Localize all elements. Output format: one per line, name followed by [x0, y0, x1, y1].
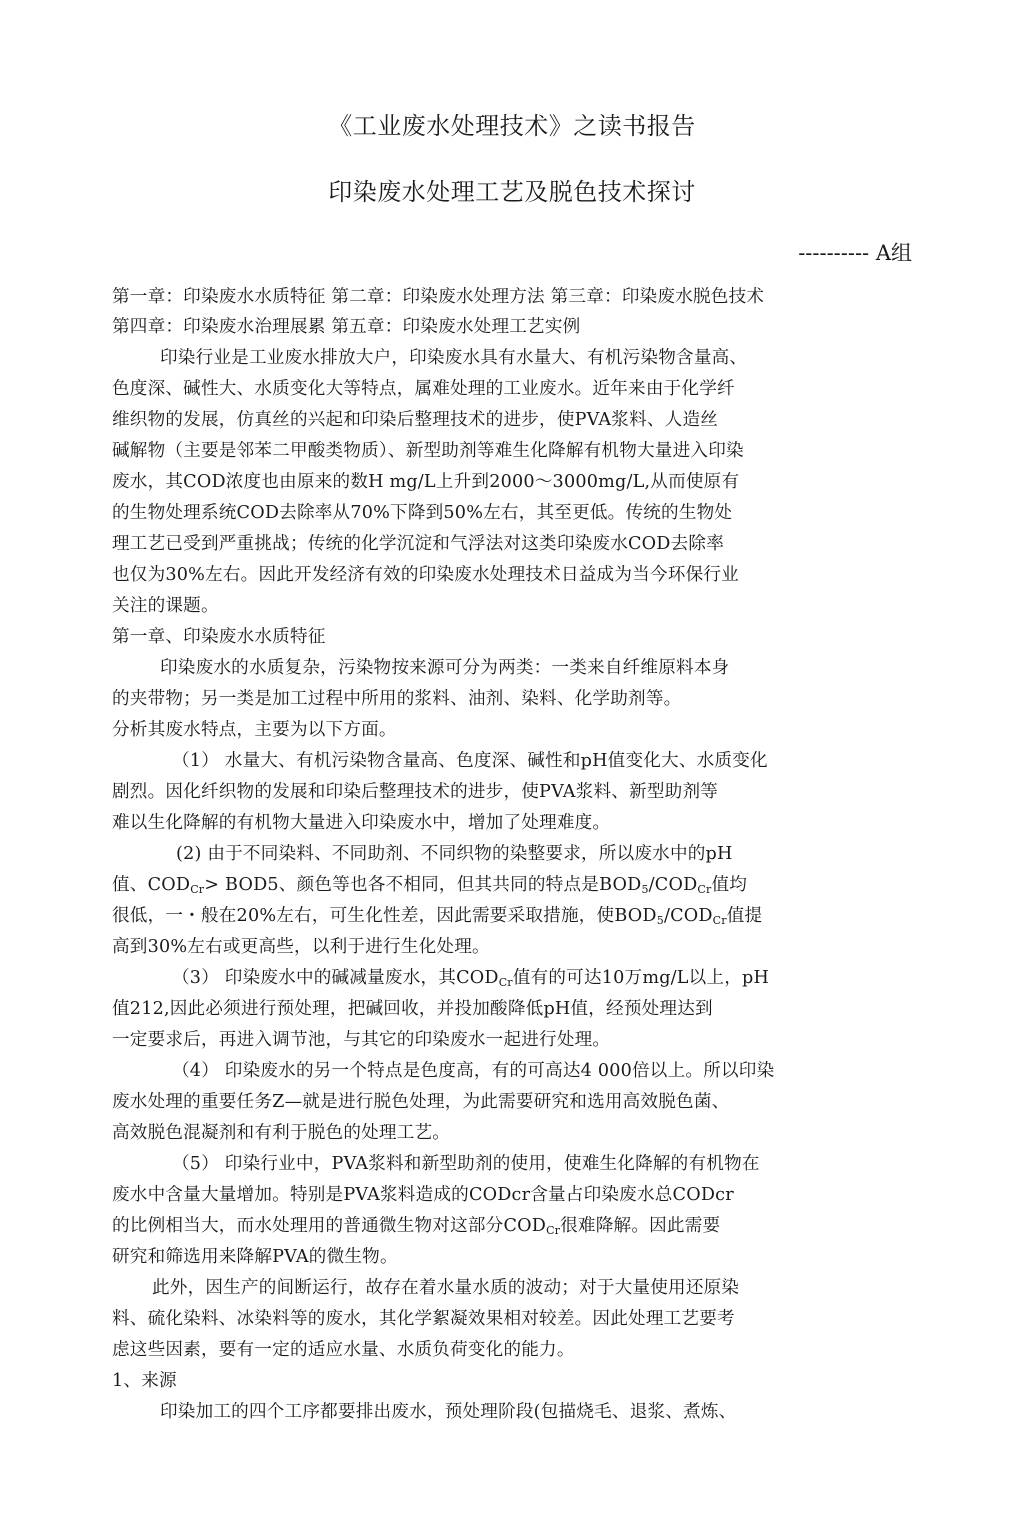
paragraph-line: 废水处理的重要任务Z—就是进行脱色处理，为此需要研究和选用高效脱色菌、	[112, 1092, 730, 1112]
paragraph-line: 分析其废水特点，主要为以下方面。	[112, 720, 397, 740]
paragraph-line: 的比例相当大，而水处理用的普通微生物对这部分$COD_{Cr}$很难降解。因此需要	[112, 1216, 721, 1237]
paragraph-line: 一定要求后，再进入调节池，与其它的印染废水一起进行处理。	[112, 1030, 611, 1050]
list-item-line: （5） 印染行业中，PVA浆料和新型助剂的使用，使难生化降解的有机物在	[172, 1154, 760, 1174]
paragraph-line: 碱解物（主要是邻苯二甲酸类物质）、新型助剂等难生化降解有机物大量进入印染	[112, 441, 744, 461]
section-heading: 第一章、印染废水水质特征	[112, 627, 326, 647]
paragraph-line: 虑这些因素，要有一定的适应水量、水质负荷变化的能力。	[112, 1340, 575, 1360]
list-item-line: （4） 印染废水的另一个特点是色度高，有的可高达4 000倍以上。所以印染	[172, 1061, 775, 1081]
list-item-line: (2) 由于不同染料、不同助剂、不同织物的染整要求，所以废水中的pH	[176, 844, 733, 864]
paragraph-line: 研究和筛选用来降解PVA的微生物。	[112, 1247, 398, 1267]
paragraph-line: 理工艺已受到严重挑战；传统的化学沉淀和气浮法对这类印染废水COD去除率	[112, 534, 724, 554]
paragraph-line: 料、硫化染料、冰染料等的废水，其化学絮凝效果相对较差。因此处理工艺要考	[112, 1309, 735, 1329]
paragraph-line: 高到30%左右或更高些，以利于进行生化处理。	[112, 937, 490, 957]
paragraph-line: 值212,因此必须进行预处理，把碱回收，并投加酸降低pH值，经预处理达到	[112, 999, 713, 1019]
paragraph-line: 的夹带物；另一类是加工过程中所用的浆料、油剂、染料、化学助剂等。	[112, 689, 682, 709]
paragraph-line: 也仅为30%左右。因此开发经济有效的印染废水处理技术日益成为当今环保行业	[112, 565, 739, 585]
paragraph-line: 废水中含量大量增加。特别是PVA浆料造成的CODcr含量占印染废水总CODcr	[112, 1185, 734, 1205]
paragraph-line: 很低，一・般在20%左右，可生化性差，因此需要采取措施，使$BOD_5/COD_{Cr}$值提	[112, 906, 763, 927]
paragraph-line: 难以生化降解的有机物大量进入印染废水中，增加了处理难度。	[112, 813, 611, 833]
paragraph-line: 关注的课题。	[112, 596, 219, 616]
toc-line: 第一章：印染废水水质特征 第二章：印染废水处理方法 第三章：印染废水脱色技术	[112, 287, 765, 307]
paragraph-line: 高效脱色混凝剂和有利于脱色的处理工艺。	[112, 1123, 451, 1143]
paragraph-line: 印染加工的四个工序都要排出废水，预处理阶段(包描烧毛、退浆、煮炼、	[160, 1402, 737, 1422]
paragraph-line: 色度深、碱性大、水质变化大等特点，属难处理的工业废水。近年来由于化学纤	[112, 379, 735, 399]
paragraph-line: 值、$COD_{Cr}> BOD5$、颜色等也各不相同，但其共同的特点是$BOD_5/COD_{Cr}$值均	[112, 875, 748, 896]
list-item-line: （3） 印染废水中的碱减量废水，其$COD_{Cr}$值有的可达10万mg/L以上，pH	[172, 968, 770, 989]
author-line: ---------- A组	[798, 241, 912, 265]
list-item-line: （1） 水量大、有机污染物含量高、色度深、碱性和pH值变化大、水质变化	[172, 751, 768, 771]
paragraph-line: 此外，因生产的间断运行，故存在着水量水质的波动；对于大量使用还原染	[152, 1278, 740, 1298]
paragraph-line: 废水，其COD浓度也由原来的数H mg/L上升到2000～3000mg/L,从而使原有	[112, 472, 740, 492]
paragraph-line: 印染行业是工业废水排放大户，印染废水具有水量大、有机污染物含量高、	[160, 348, 748, 368]
paragraph-line: 印染废水的水质复杂，污染物按来源可分为两类：一类来自纤维原料本身	[160, 658, 730, 678]
paragraph-line: 剧烈。因化纤织物的发展和印染后整理技术的进步，使PVA浆料、新型助剂等	[112, 782, 719, 802]
paragraph-line: 维织物的发展，仿真丝的兴起和印染后整理技术的进步，使PVA浆料、人造丝	[112, 410, 719, 430]
document-subtitle: 印染废水处理工艺及脱色技术探讨	[328, 178, 696, 206]
toc-line: 第四章：印染废水治理展累 第五章：印染废水处理工艺实例	[112, 317, 581, 337]
document-title: 《工业废水处理技术》之读书报告	[328, 112, 696, 140]
section-heading: 1、来源	[112, 1371, 177, 1391]
paragraph-line: 的生物处理系统COD去除率从70%下降到50%左右，其至更低。传统的生物处	[112, 503, 733, 523]
